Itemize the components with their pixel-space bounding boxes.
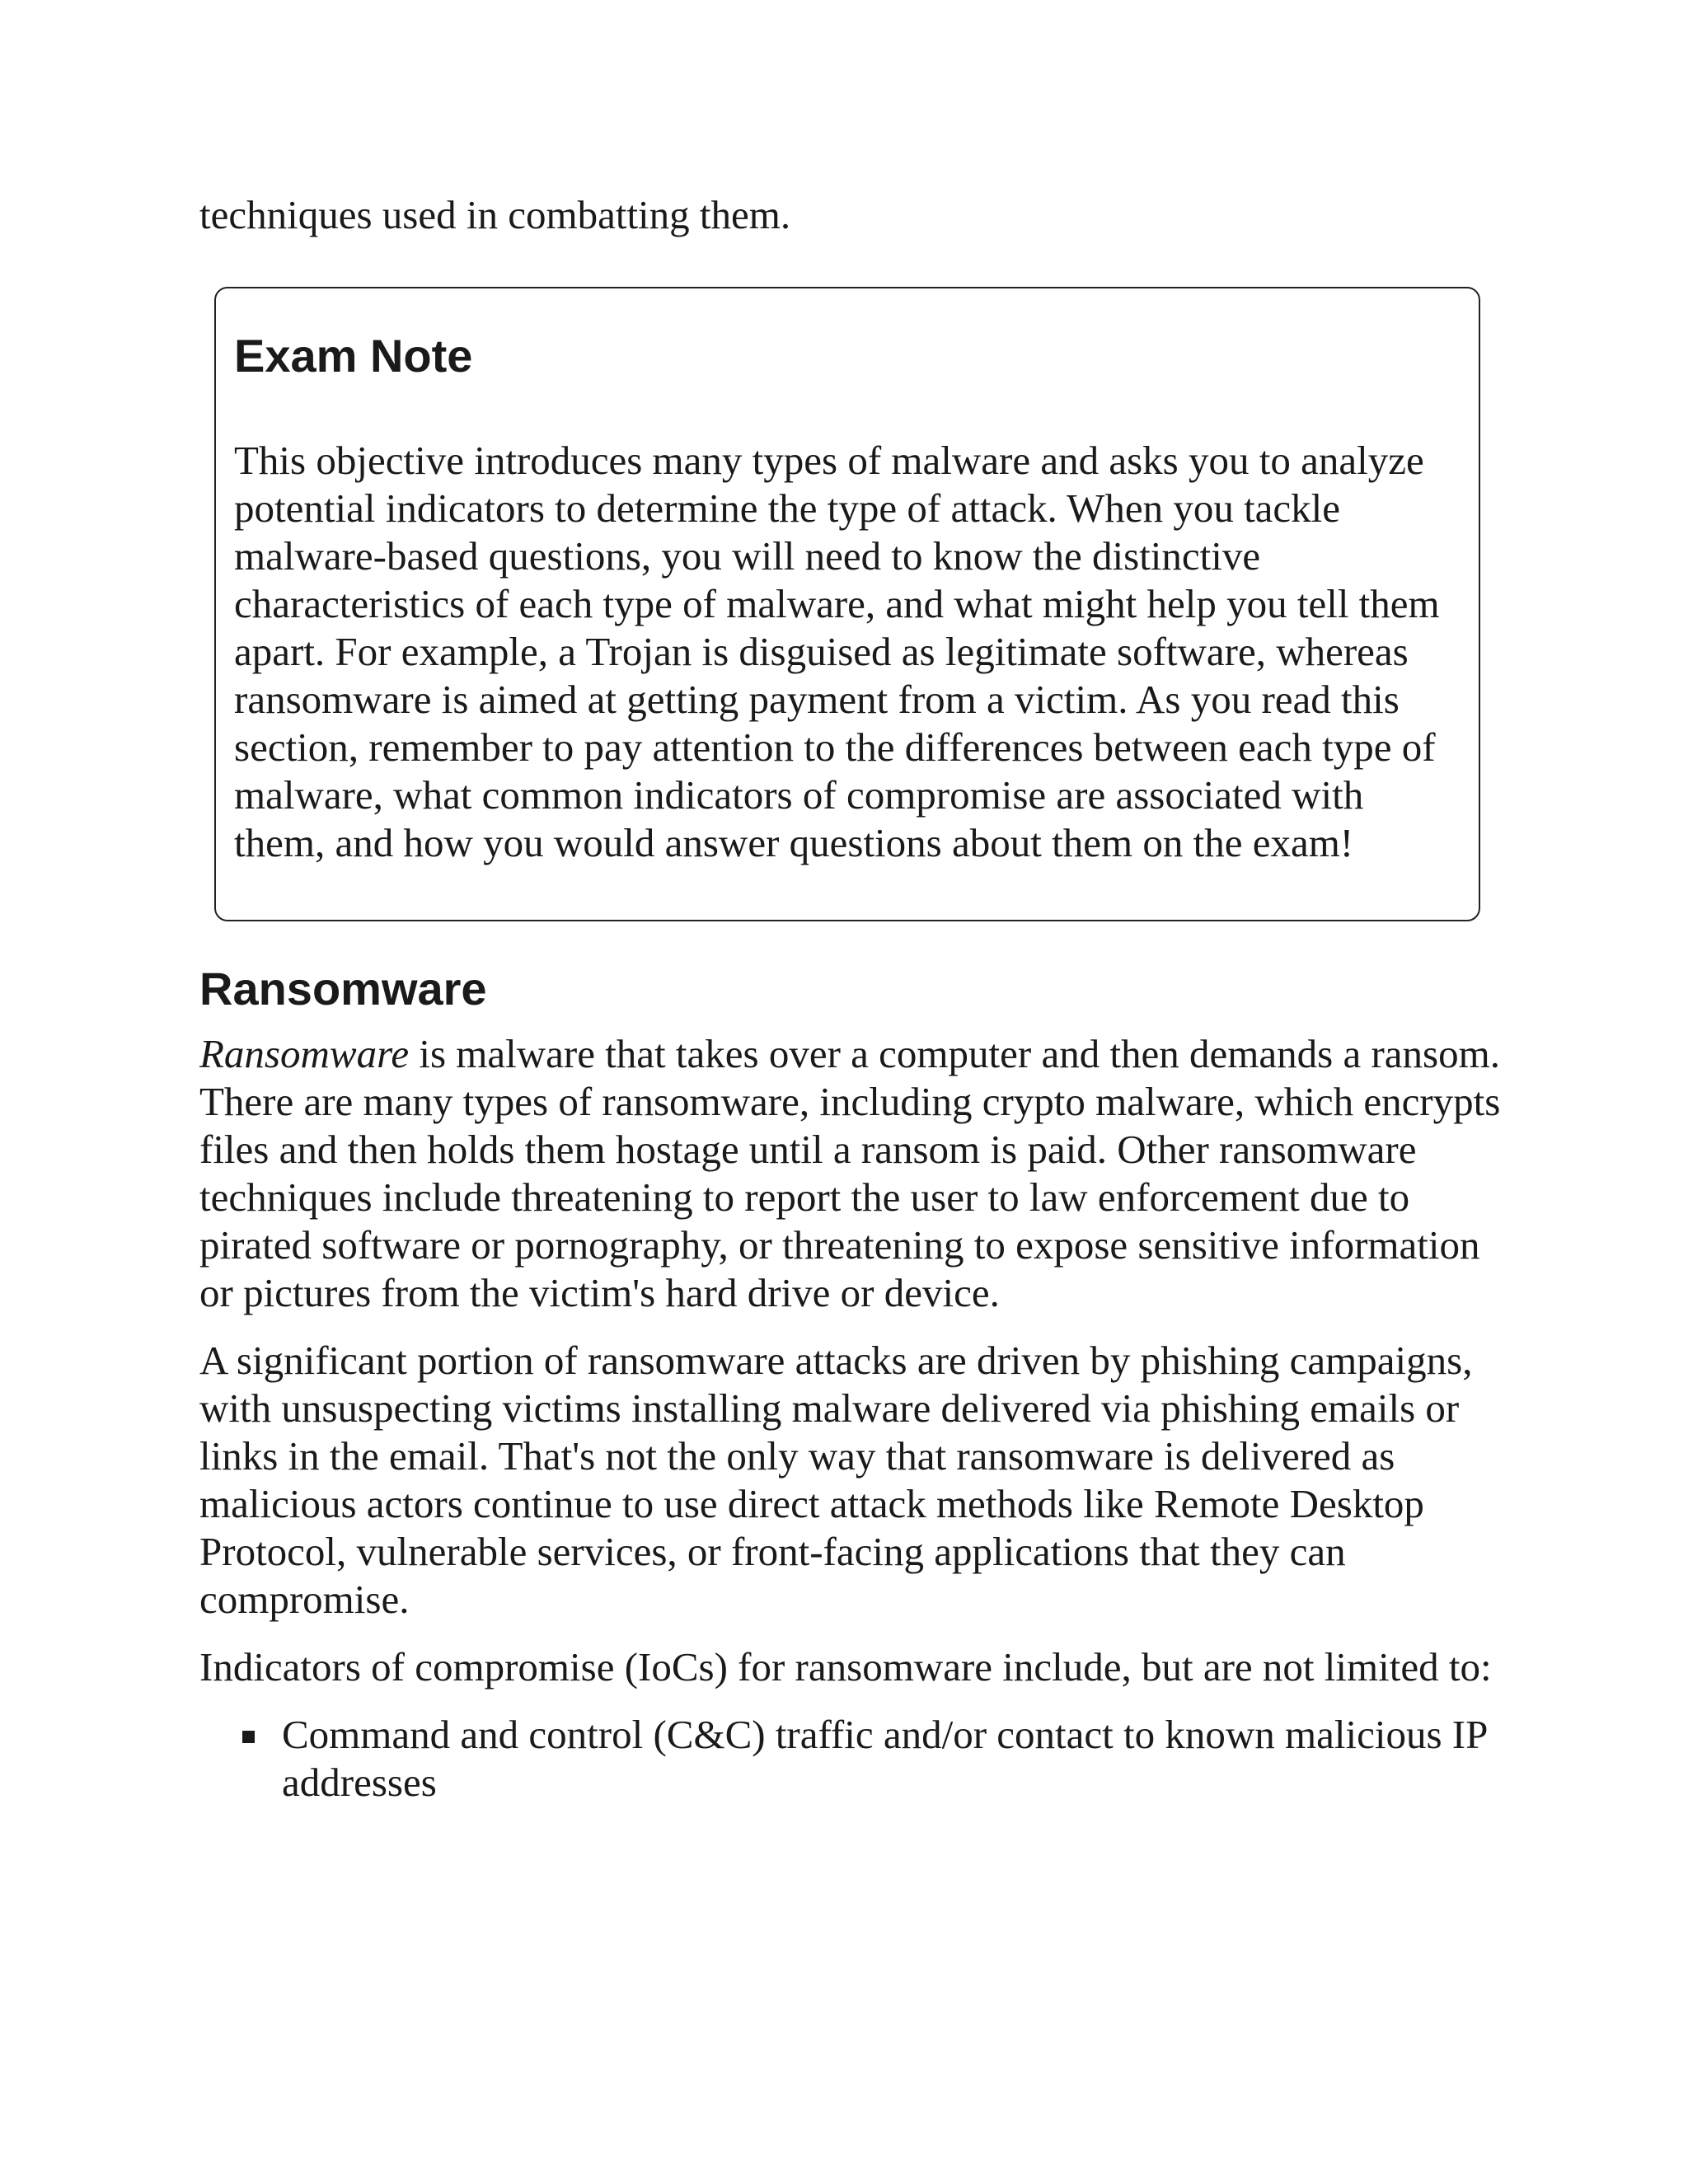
ransomware-paragraph-1 [199, 1030, 1502, 1317]
ransomware-paragraph-2: A significant portion of ransomware attacks are driven by phishing campaigns, with unsuspecting victims installing malware delivered via phishing emails or links in the email. That's not the only way that ransomware is delivered as malicious actors continue to use direct attack methods like Remote Desktop Protocol, vulnerable services, or front-facing applications that they can compromise. [199, 1338, 1473, 1622]
intro-continuation: techniques used in combatting them. [199, 192, 791, 237]
list-item-text: Command and control (C&C) traffic and/or contact to known malicious IP addresses [282, 1712, 1487, 1805]
ransomware-paragraph-3: Indicators of compromise (IoCs) for ransomware include, but are not limited to: [199, 1644, 1492, 1690]
square-bullet-icon [242, 1731, 255, 1743]
ransomware-term: Ransomware [199, 1031, 410, 1076]
page-content [199, 191, 1502, 1807]
exam-note-body: This objective introduces many types of malware and asks you to analyze potential indicators to determine the type of attack. When you tackle malware-based questions, you will need to know the distinctive characteristics of each type of malware, and what might help you tell them apart. For example, a Trojan is disguised as legitimate software, whereas ransomware is aimed at getting payment from a victim. As you read this section, remember to pay attention to the differences between each type of malware, what common indicators of compromise are associated with them, and how you would answer questions about them on the exam! [234, 438, 1440, 865]
exam-note-title: Exam Note [234, 330, 473, 382]
ransomware-heading: Ransomware [199, 963, 487, 1015]
ioc-list [199, 1711, 1502, 1807]
ransomware-paragraph-1-text: is malware that takes over a computer and then demands a ransom. There are many types of ransomware, including crypto malware, which encrypts files and then holds them hostage until a ransom is paid. Other ransomware techniques include threatening to report the user to law enforcement due to pirated software or pornography, or threatening to expose sensitive information or pictures from the victim's hard drive or device. [199, 1031, 1501, 1315]
exam-note-box [214, 287, 1480, 921]
list-item [199, 1711, 1502, 1807]
